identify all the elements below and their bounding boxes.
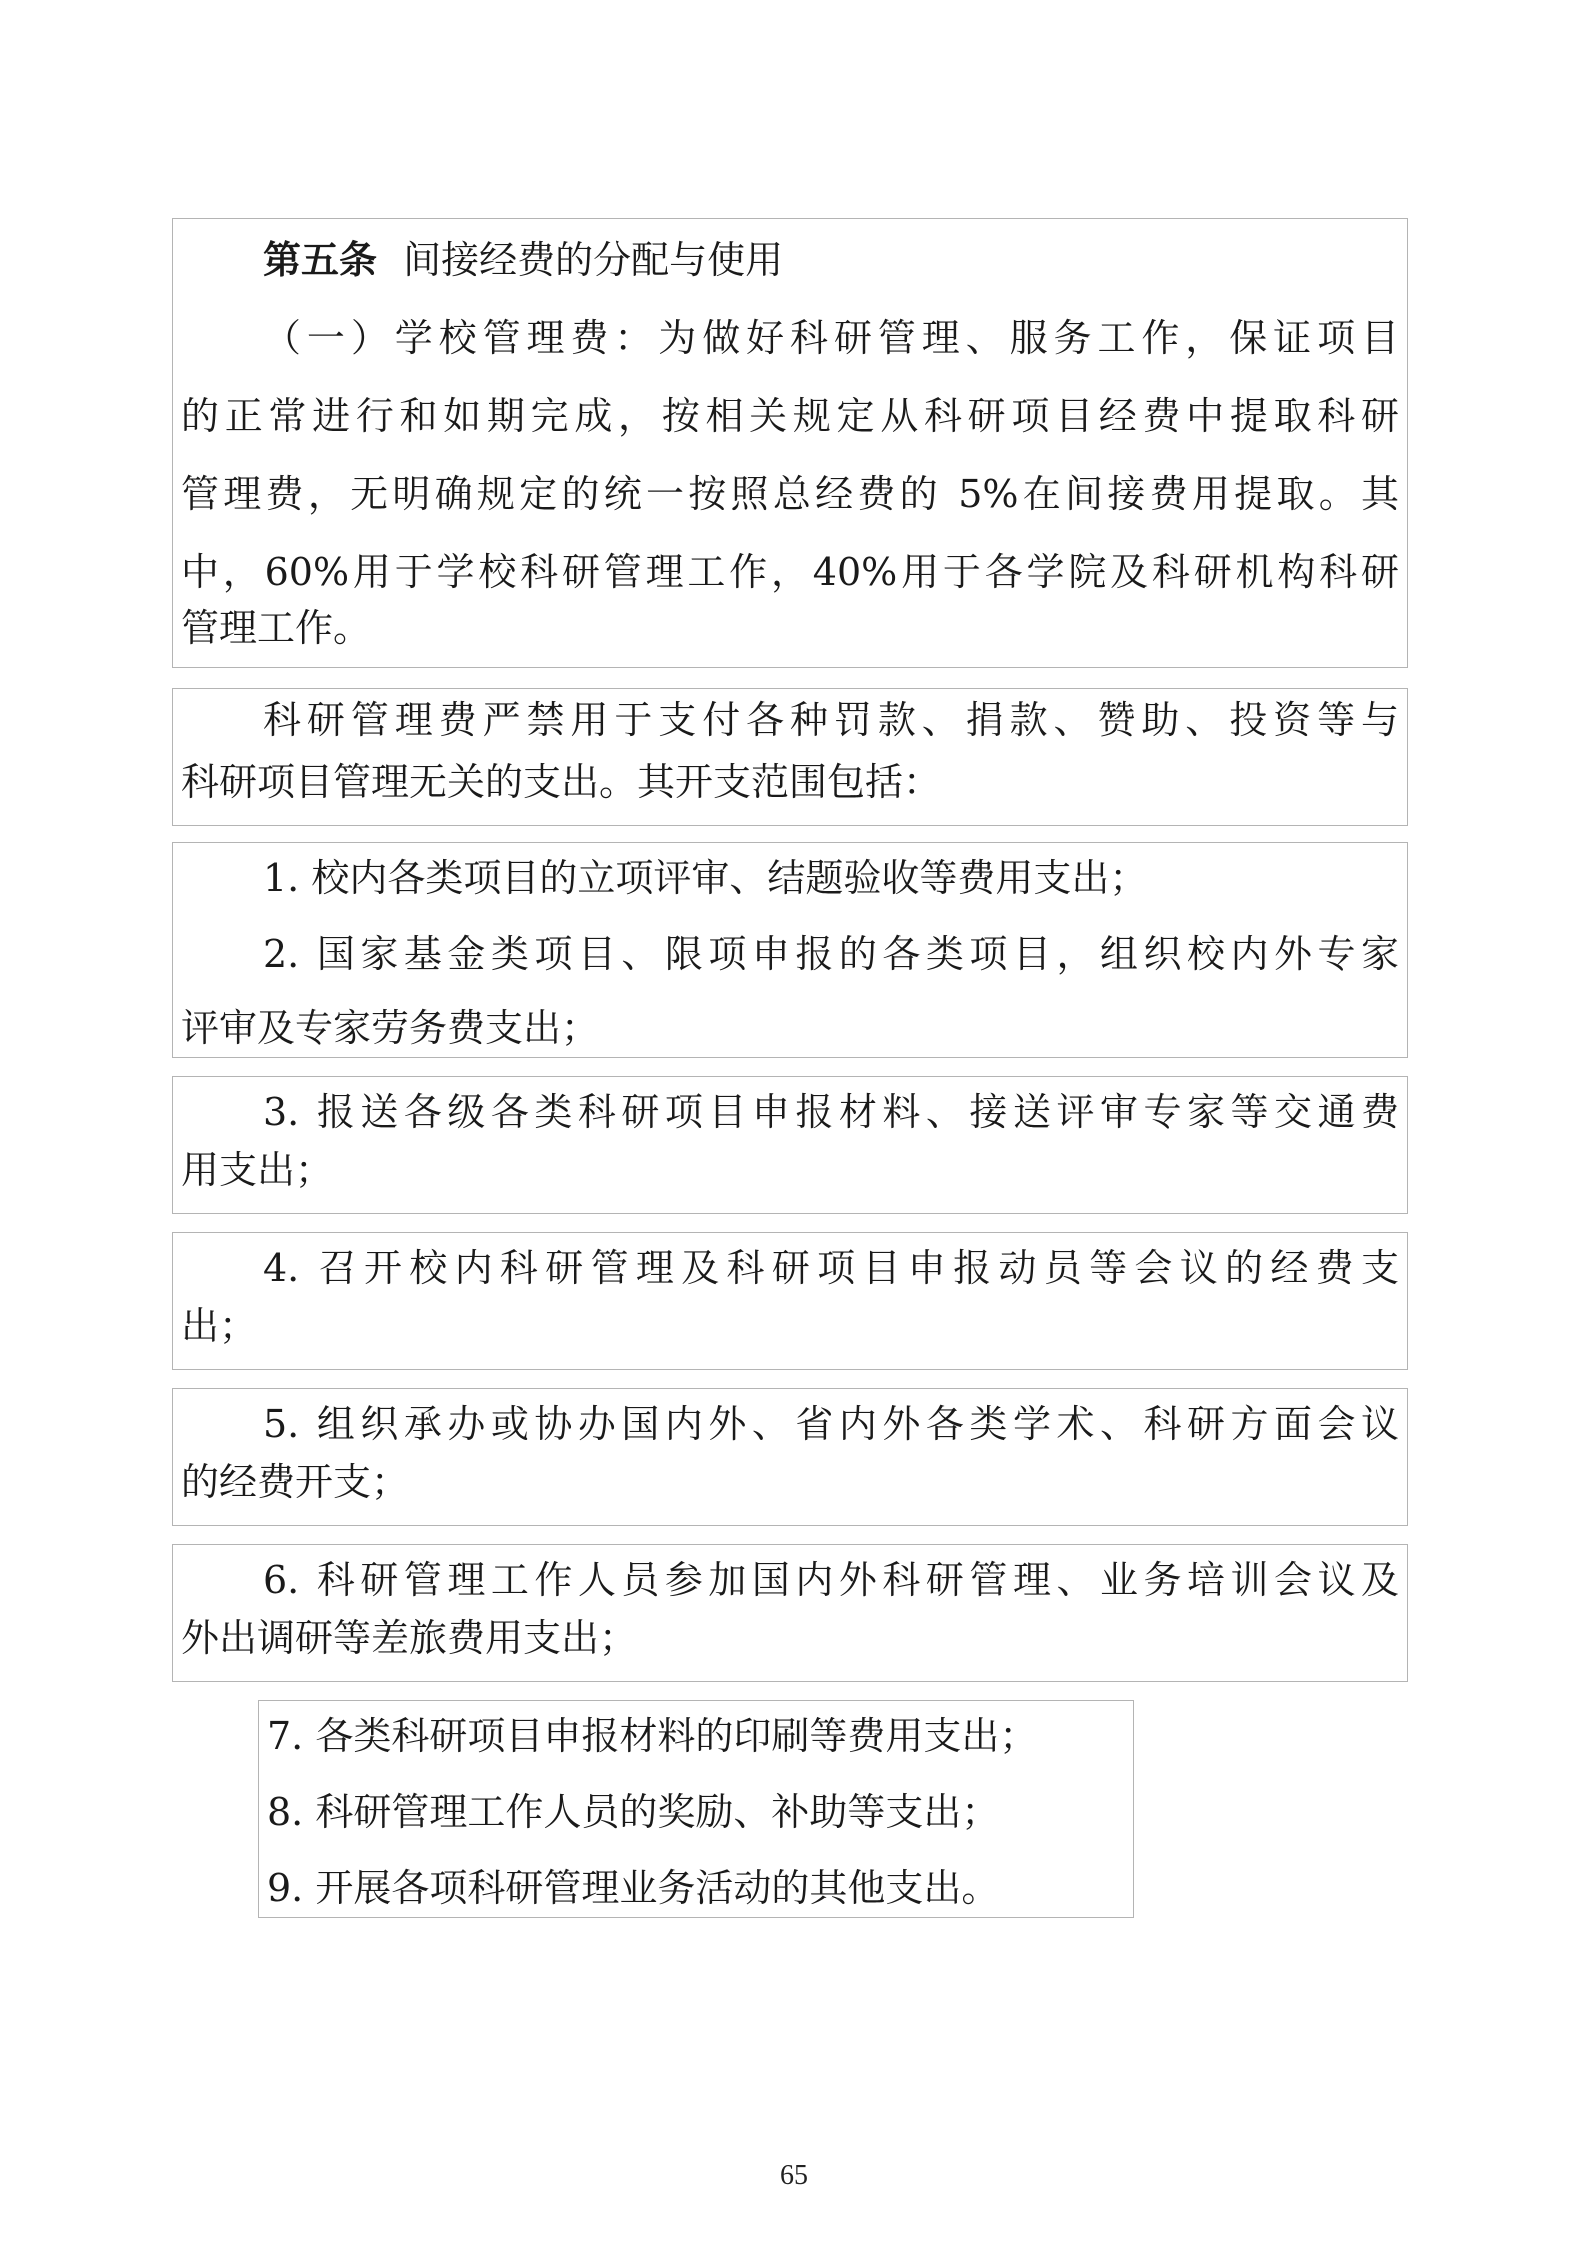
list-item-continuation: 的经费开支； <box>181 1460 410 1504</box>
list-item: 1. 校内各类项目的立项评审、结题验收等费用支出； <box>263 856 1148 900</box>
page-number: 65 <box>780 2160 808 2191</box>
paragraph-box <box>172 688 1408 826</box>
paragraph-line: （一）学校管理费：为做好科研管理、服务工作，保证项目 <box>263 316 1399 360</box>
article-heading <box>263 221 783 299</box>
list-item: 2. 国家基金类项目、限项申报的各类项目，组织校内外专家 <box>263 932 1399 976</box>
list-box <box>172 1388 1408 1526</box>
article-section-box <box>172 218 1408 668</box>
paragraph-line: 管理工作。 <box>181 606 372 650</box>
list-item: 9. 开展各项科研管理业务活动的其他支出。 <box>267 1866 1000 1910</box>
paragraph-line: 中，60%用于学校科研管理工作，40%用于各学院及科研机构科研 <box>181 550 1399 594</box>
paragraph-line: 管理费，无明确规定的统一按照总经费的 5%在间接费用提取。其 <box>181 472 1399 516</box>
list-item: 5. 组织承办或协办国内外、省内外各类学术、科研方面会议 <box>263 1402 1399 1446</box>
list-item: 7. 各类科研项目申报材料的印刷等费用支出； <box>267 1714 1038 1758</box>
list-item-continuation: 出； <box>181 1304 258 1348</box>
list-item: 3. 报送各级各类科研项目申报材料、接送评审专家等交通费 <box>263 1090 1399 1134</box>
article-number: 第五条 <box>263 238 378 282</box>
paragraph-line: 科研项目管理无关的支出。其开支范围包括： <box>181 760 942 804</box>
article-title: 间接经费的分配与使用 <box>403 238 784 282</box>
list-box <box>258 1700 1134 1918</box>
list-item: 4. 召开校内科研管理及科研项目申报动员等会议的经费支 <box>263 1246 1399 1290</box>
list-item-continuation: 用支出； <box>181 1148 334 1192</box>
list-box <box>172 1076 1408 1214</box>
list-item-continuation: 外出调研等差旅费用支出； <box>181 1616 638 1660</box>
paragraph-line: 科研管理费严禁用于支付各种罚款、捐款、赞助、投资等与 <box>263 698 1399 742</box>
list-item-continuation: 评审及专家劳务费支出； <box>181 1006 600 1050</box>
list-box <box>172 1232 1408 1370</box>
list-box <box>172 842 1408 1058</box>
paragraph-line: 的正常进行和如期完成，按相关规定从科研项目经费中提取科研 <box>181 394 1399 438</box>
list-item: 6. 科研管理工作人员参加国内外科研管理、业务培训会议及 <box>263 1558 1399 1602</box>
list-item: 8. 科研管理工作人员的奖励、补助等支出； <box>267 1790 1000 1834</box>
list-box <box>172 1544 1408 1682</box>
